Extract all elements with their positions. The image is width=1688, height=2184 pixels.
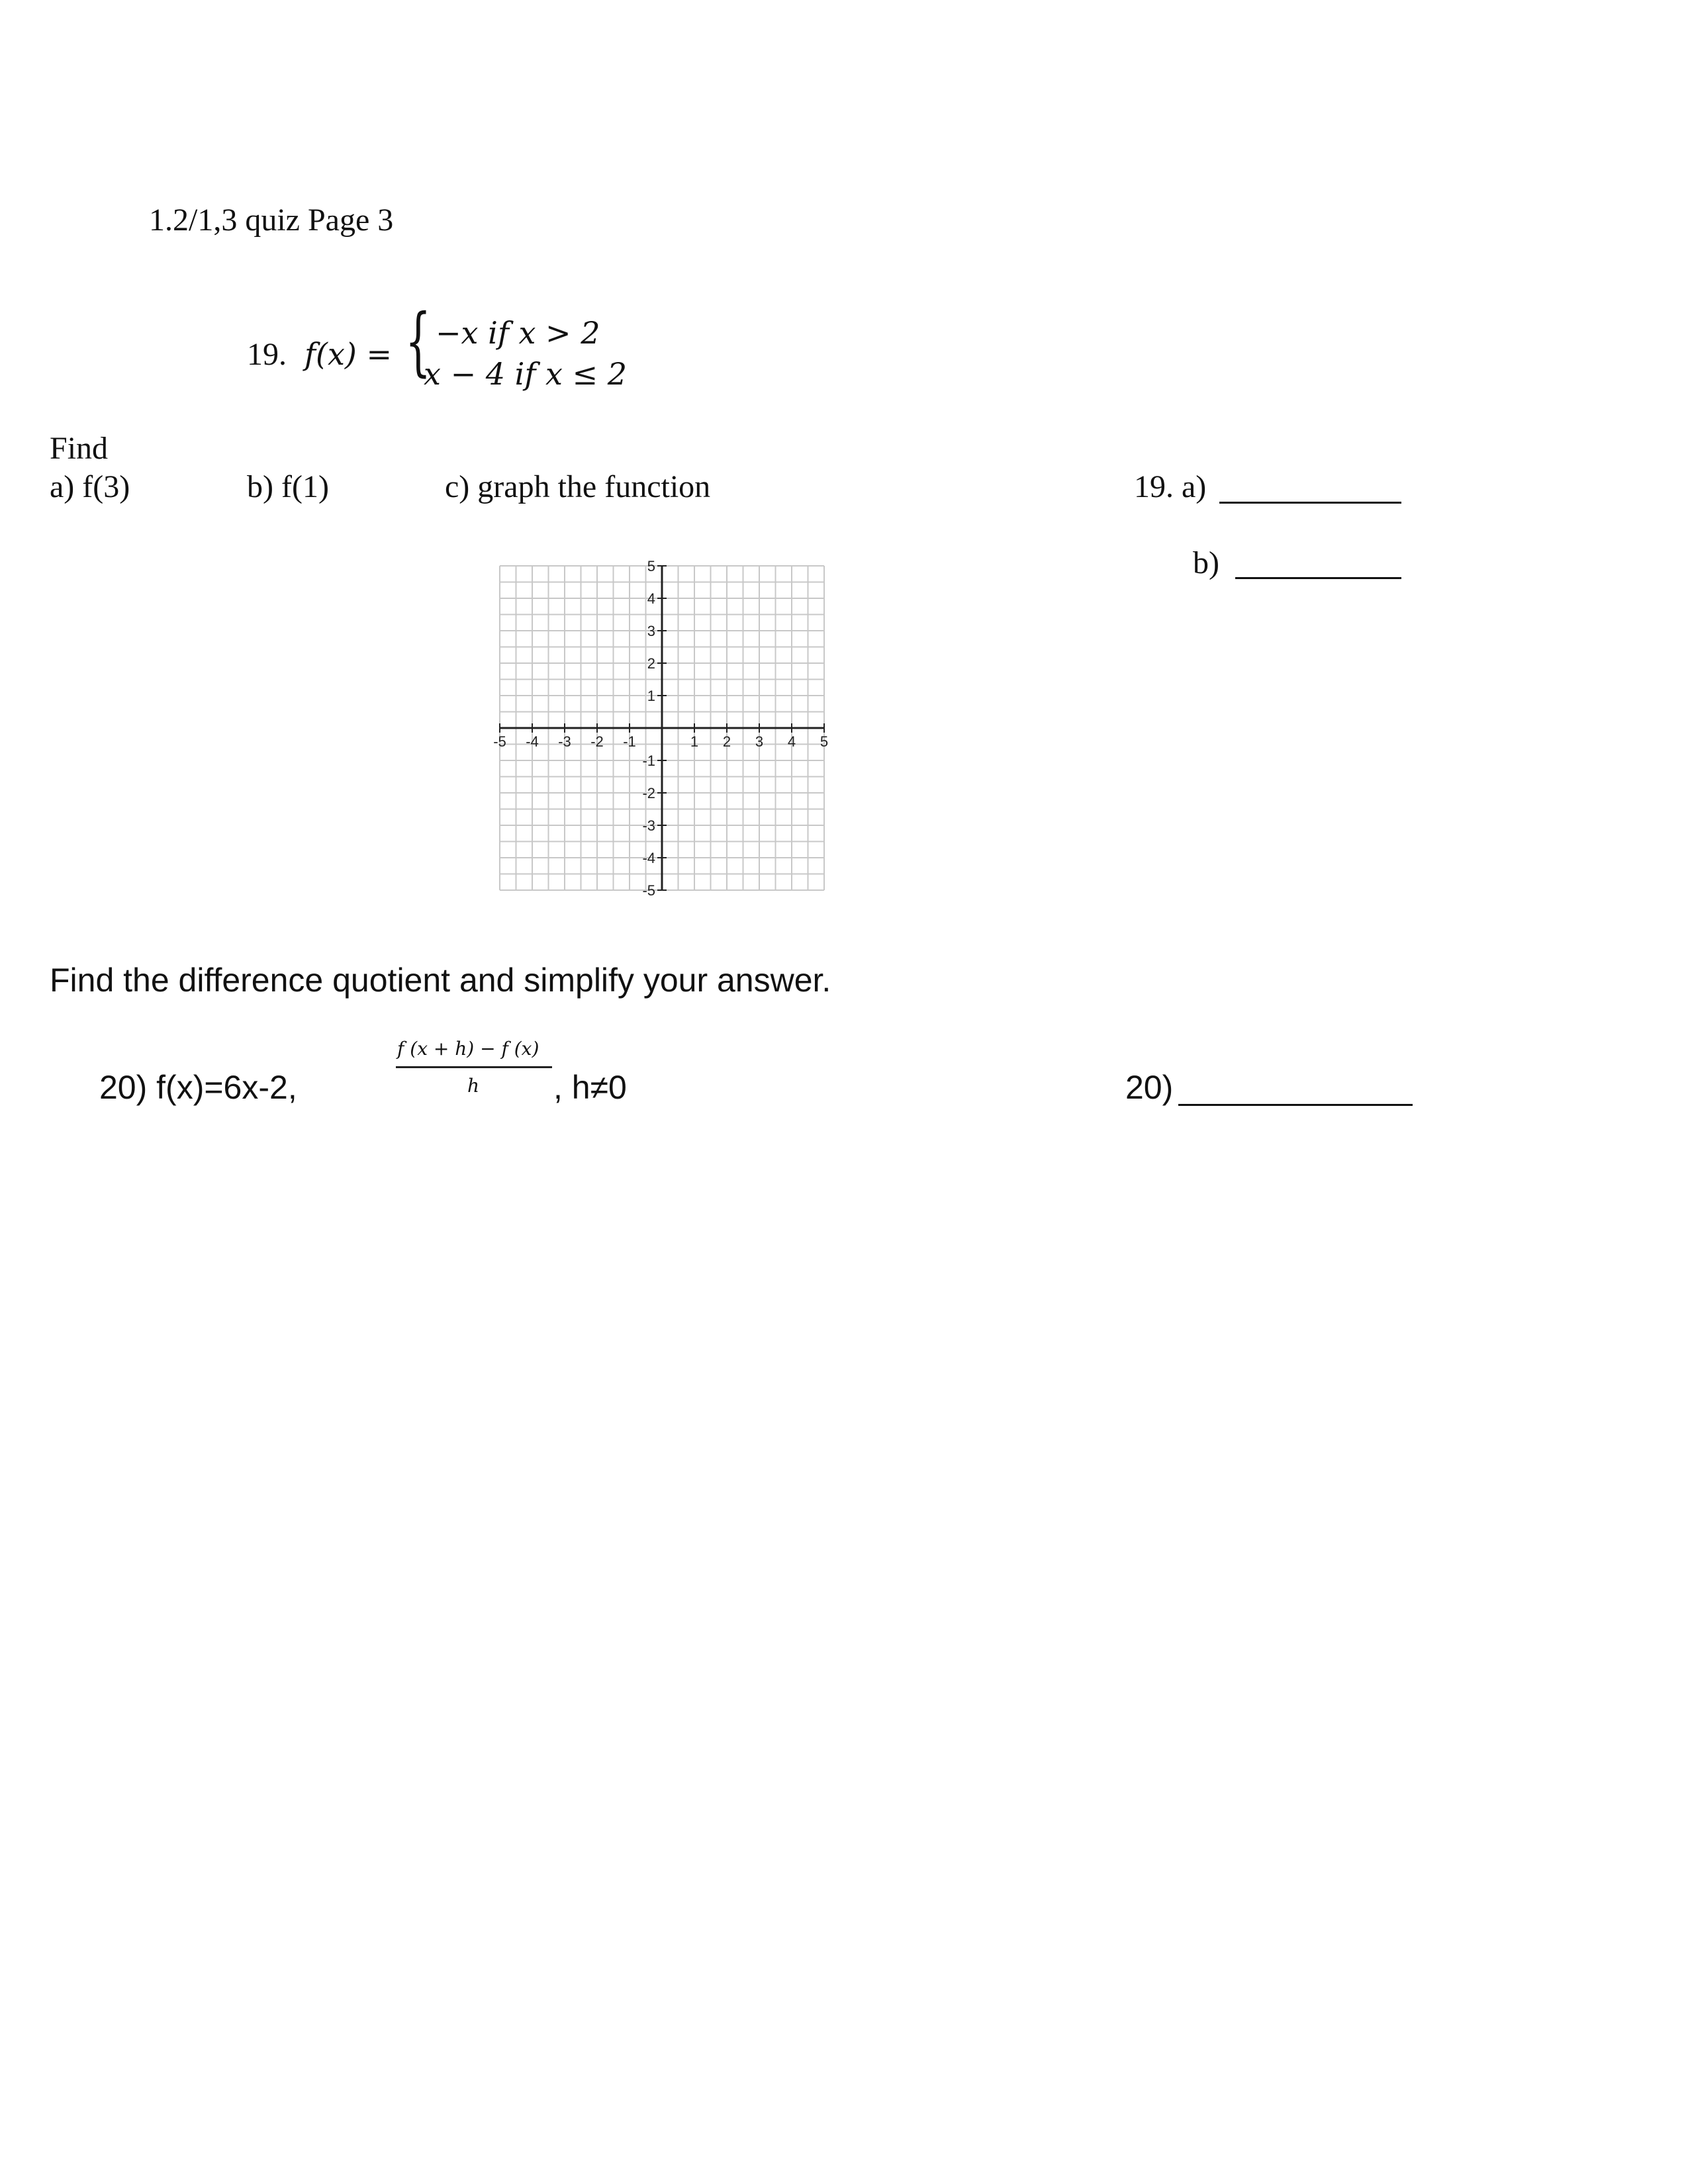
piecewise-case-1: −x if x > 2 <box>436 315 600 351</box>
coordinate-grid[interactable] <box>477 549 847 900</box>
question-20-prompt: 20) f(x)=6x-2, <box>99 1069 297 1106</box>
x-tick-label: 3 <box>755 733 764 750</box>
y-tick-label: -1 <box>642 752 655 769</box>
x-tick-label: -3 <box>558 733 571 750</box>
y-tick-label: -4 <box>642 850 655 866</box>
x-tick-label: 1 <box>690 733 699 750</box>
part-c-prompt: c) graph the function <box>445 469 711 504</box>
answer-19b-blank[interactable] <box>1235 577 1401 579</box>
function-definition-lhs: f(x) = <box>305 336 393 372</box>
y-tick-label: 5 <box>647 558 655 574</box>
y-tick-label: 4 <box>647 590 655 607</box>
y-tick-label: -2 <box>642 785 655 801</box>
difference-quotient-instruction: Find the difference quotient and simplify your answer. <box>50 962 831 999</box>
part-b-prompt: b) f(1) <box>247 469 329 504</box>
find-label: Find <box>50 431 109 466</box>
answer-19b-label: b) <box>1193 545 1219 580</box>
answer-20-label: 20) <box>1125 1069 1174 1106</box>
y-tick-label: 1 <box>647 688 655 704</box>
h-condition: , h≠0 <box>553 1069 627 1106</box>
page-title: 1.2/1,3 quiz Page 3 <box>149 203 394 238</box>
x-tick-label: -1 <box>623 733 636 750</box>
part-a-prompt: a) f(3) <box>50 469 130 504</box>
answer-19a-label: 19. a) <box>1134 469 1207 504</box>
x-tick-label: -4 <box>526 733 539 750</box>
answer-20-blank[interactable] <box>1178 1104 1413 1106</box>
x-tick-label: 5 <box>820 733 829 750</box>
x-tick-label: -2 <box>590 733 604 750</box>
piecewise-brace: { <box>405 298 432 385</box>
answer-19a-blank[interactable] <box>1219 502 1401 504</box>
fraction-numerator: f (x + h) − f (x) <box>397 1038 539 1060</box>
fraction-bar <box>396 1066 552 1068</box>
fraction-denominator: h <box>467 1075 480 1097</box>
question-19-number: 19. <box>247 337 287 372</box>
x-tick-label: 4 <box>787 733 796 750</box>
x-tick-label: 2 <box>722 733 731 750</box>
y-tick-label: 2 <box>647 655 655 672</box>
x-tick-label: -5 <box>493 733 506 750</box>
y-tick-label: -5 <box>642 882 655 899</box>
y-tick-label: -3 <box>642 817 655 834</box>
piecewise-case-2: x − 4 if x ≤ 2 <box>424 356 627 392</box>
y-tick-label: 3 <box>647 623 655 639</box>
